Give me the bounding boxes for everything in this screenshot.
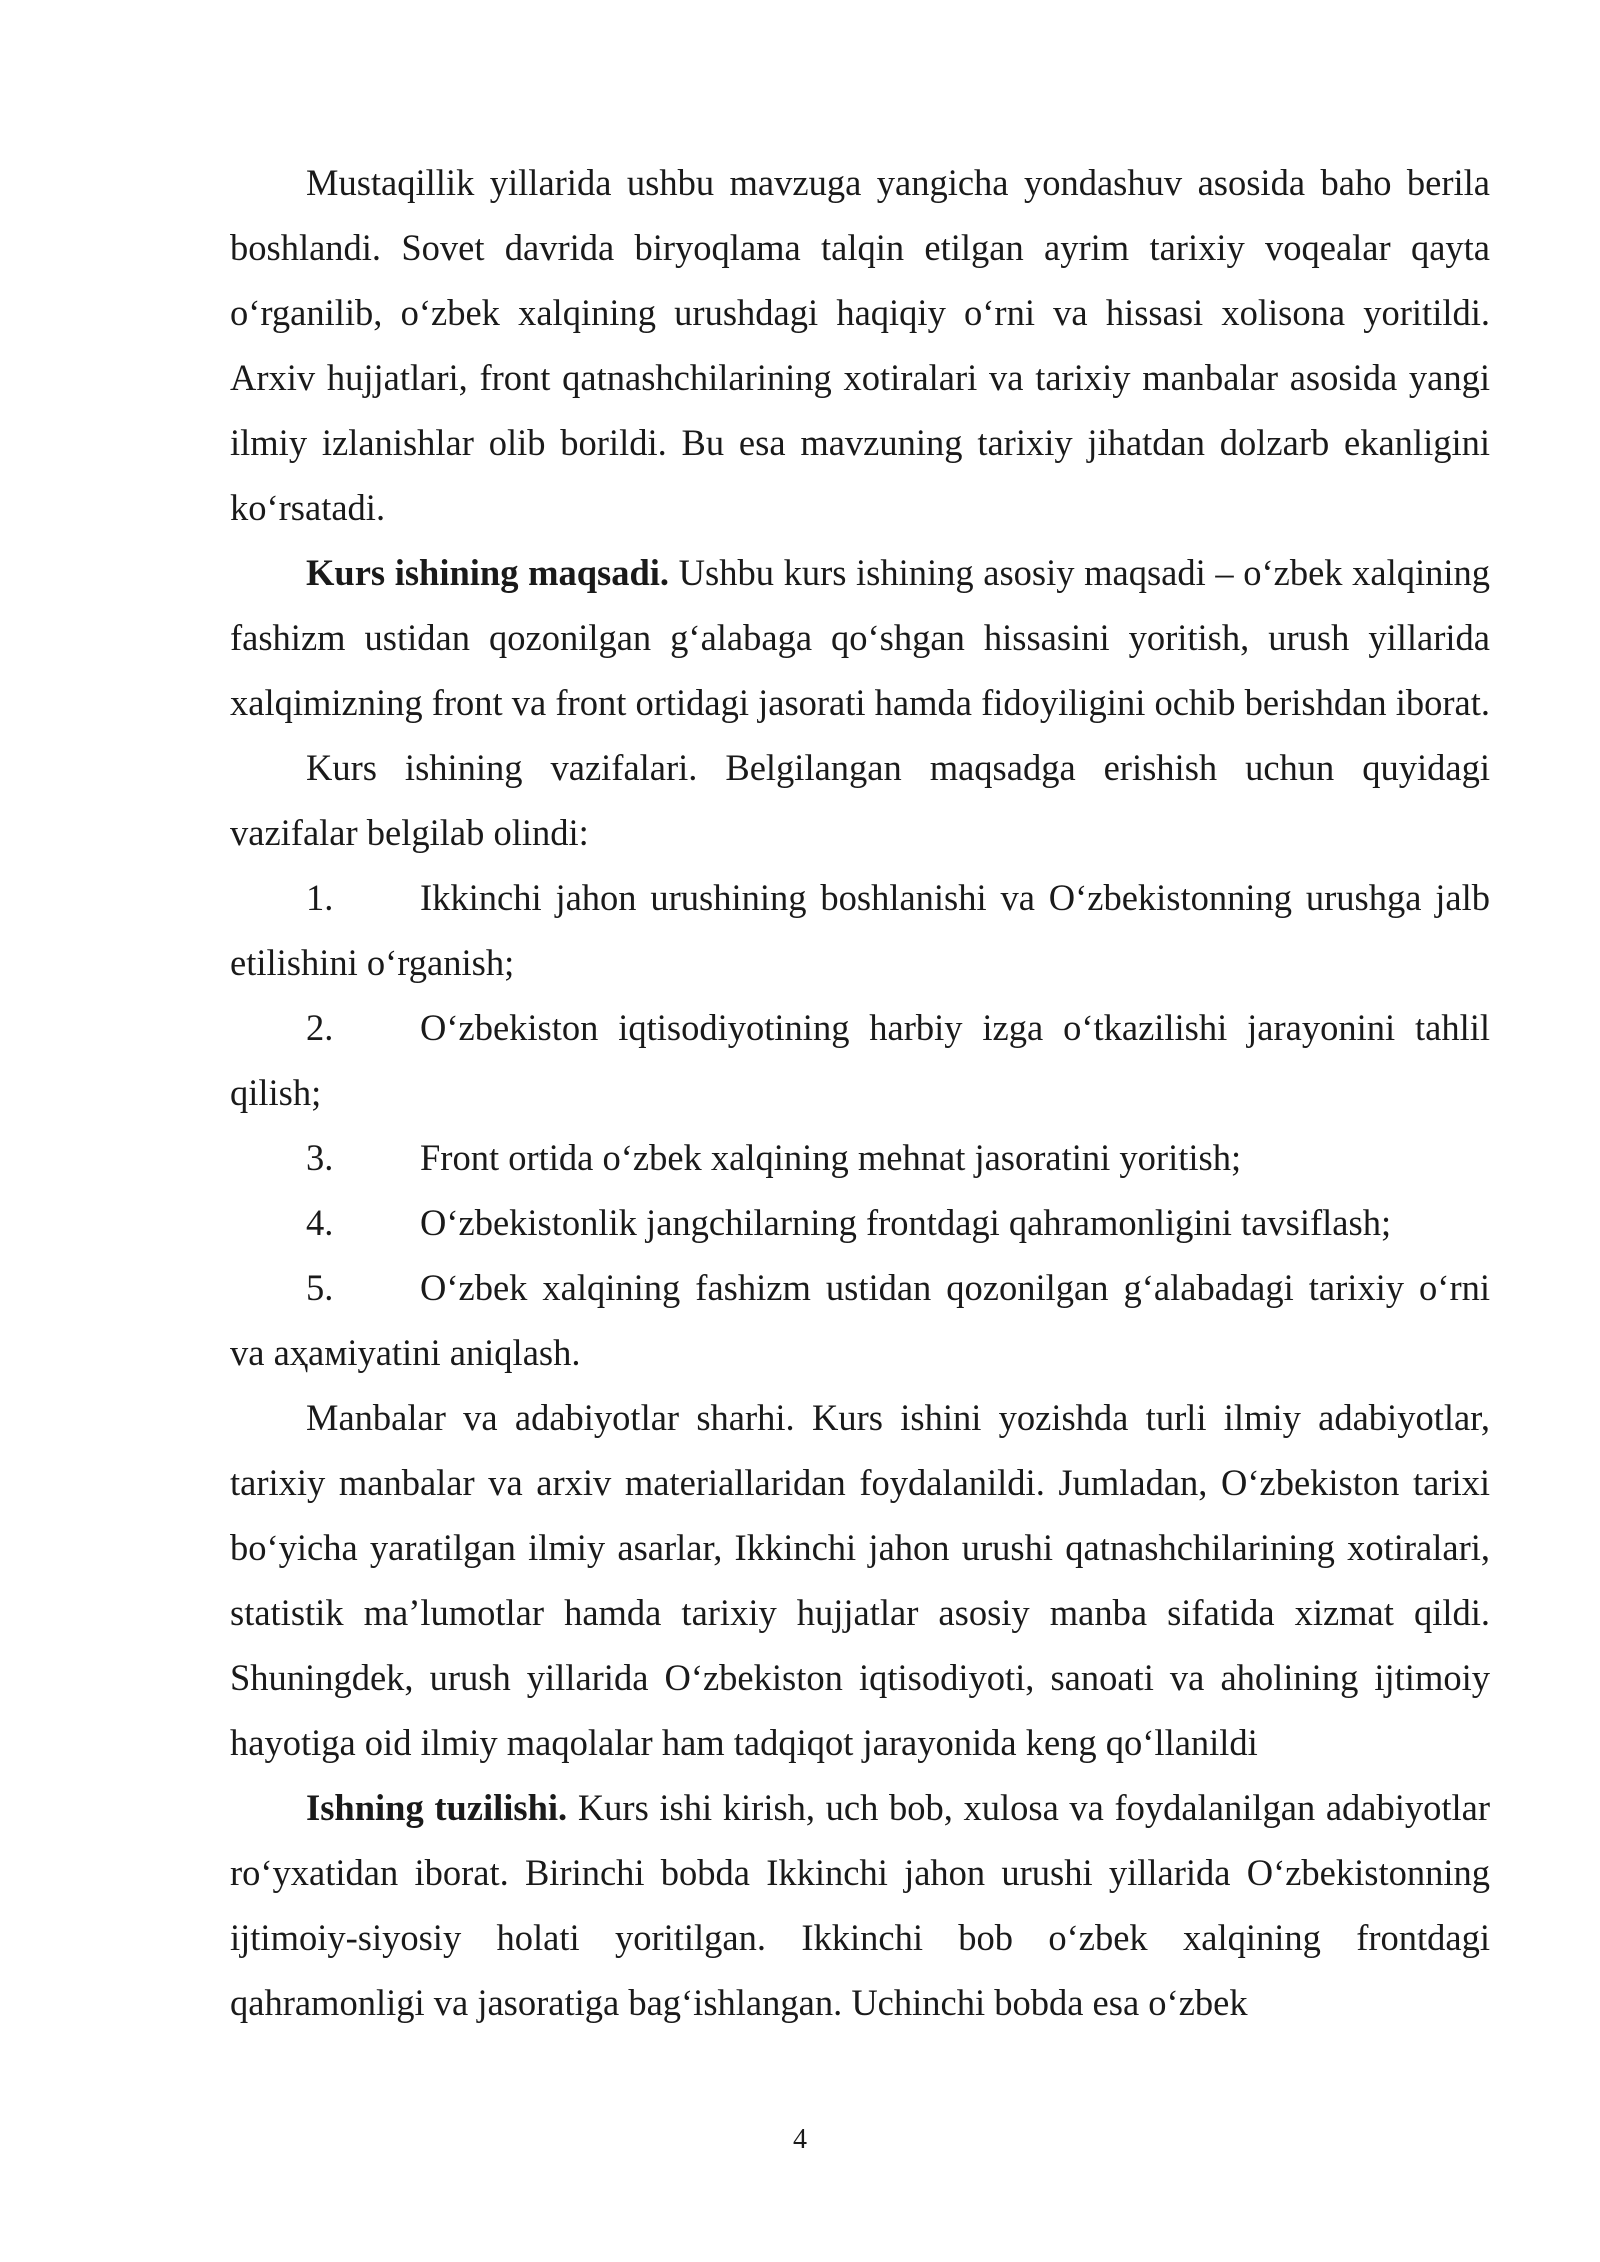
list-item bbox=[230, 995, 1490, 1125]
list-item bbox=[230, 865, 1490, 995]
tasks-list bbox=[230, 865, 1490, 1385]
list-item-text: Front ortida o‘zbek xalqining mehnat jasoratini yoritish; bbox=[420, 1137, 1242, 1178]
list-item bbox=[230, 1255, 1490, 1385]
paragraph-sources-review: Manbalar va adabiyotlar sharhi. Kurs ishini yozishda turli ilmiy adabiyotlar, tarixiy manbalar va arxiv materiallaridan foydalanildi. Jumladan, O‘zbekiston tarixi bo‘yicha yaratilgan ilmiy asarlar, Ikkinchi jahon urushi qatnashchilarining xotiralari, statistik ma’lumotlar hamda tarixiy hujjatlar asosiy manba sifatida xizmat qildi. Shuningdek, urush yillarida O‘zbekiston iqtisodiyoti, sanoati va aholining ijtimoiy hayotiga oid ilmiy maqolalar ham tadqiqot jarayonida keng qo‘llanildi bbox=[230, 1397, 1490, 1763]
list-item-number: 5. bbox=[306, 1267, 334, 1308]
list-item-number: 1. bbox=[306, 877, 334, 918]
document-body bbox=[230, 150, 1490, 2035]
list-item-text: Ikkinchi jahon urushining boshlanishi va O‘zbekistonning urushga jalb etilishini o‘rganish; bbox=[230, 877, 1490, 983]
list-item bbox=[230, 1190, 1490, 1255]
list-item-text: O‘zbek xalqining fashizm ustidan qozonilgan g‘alabadagi tarixiy o‘rni va aҳамiyatini aniqlash. bbox=[230, 1267, 1490, 1373]
list-item-text: O‘zbekiston iqtisodiyotining harbiy izga o‘tkazilishi jarayonini tahlil qilish; bbox=[230, 1007, 1490, 1113]
paragraph-goal bbox=[230, 540, 1490, 735]
list-item bbox=[230, 1125, 1490, 1190]
goal-heading: Kurs ishining maqsadi. bbox=[306, 552, 670, 593]
paragraph-structure bbox=[230, 1775, 1490, 2035]
list-item-text: O‘zbekistonlik jangchilarning frontdagi qahramonligini tavsiflash; bbox=[420, 1202, 1392, 1243]
list-item-number: 4. bbox=[306, 1202, 334, 1243]
list-item-number: 2. bbox=[306, 1007, 334, 1048]
goal-text: Ushbu kurs ishining asosiy maqsadi – o‘zbek xalqining fashizm ustidan qozonilgan g‘alabaga qo‘shgan hissasini yoritish, urush yillarida xalqimizning front va front ortidagi jasorati hamda fidoyiligini ochib berishdan iborat. bbox=[230, 552, 1490, 723]
page-number: 4 bbox=[793, 2124, 807, 2155]
structure-text: Kurs ishi kirish, uch bob, xulosa va foydalanilgan adabiyotlar ro‘yxatidan iborat. Birinchi bobda Ikkinchi jahon urushi yillarida O‘zbekistonning ijtimoiy-siyosiy holati yoritilgan. Ikkinchi bob o‘zbek xalqining frontdagi qahramonligi va jasoratiga bag‘ishlangan. Uchinchi bobda esa o‘zbek bbox=[230, 1787, 1491, 2023]
structure-heading: Ishning tuzilishi. bbox=[306, 1787, 568, 1828]
paragraph-relevance: Mustaqillik yillarida ushbu mavzuga yangicha yondashuv asosida baho berila boshlandi. Sovet davrida biryoqlama talqin etilgan ayrim tarixiy voqealar qayta o‘rganilib, o‘zbek xalqining urushdagi haqiqiy o‘rni va hissasi xolisona yoritildi. Arxiv hujjatlari, front qatnashchilarining xotiralari va tarixiy manbalar asosida yangi ilmiy izlanishlar olib borildi. Bu esa mavzuning tarixiy jihatdan dolzarb ekanligini ko‘rsatadi. bbox=[230, 162, 1490, 528]
paragraph-tasks-intro: Kurs ishining vazifalari. Belgilangan maqsadga erishish uchun quyidagi vazifalar belgilab olindi: bbox=[230, 747, 1490, 853]
list-item-number: 3. bbox=[306, 1137, 334, 1178]
